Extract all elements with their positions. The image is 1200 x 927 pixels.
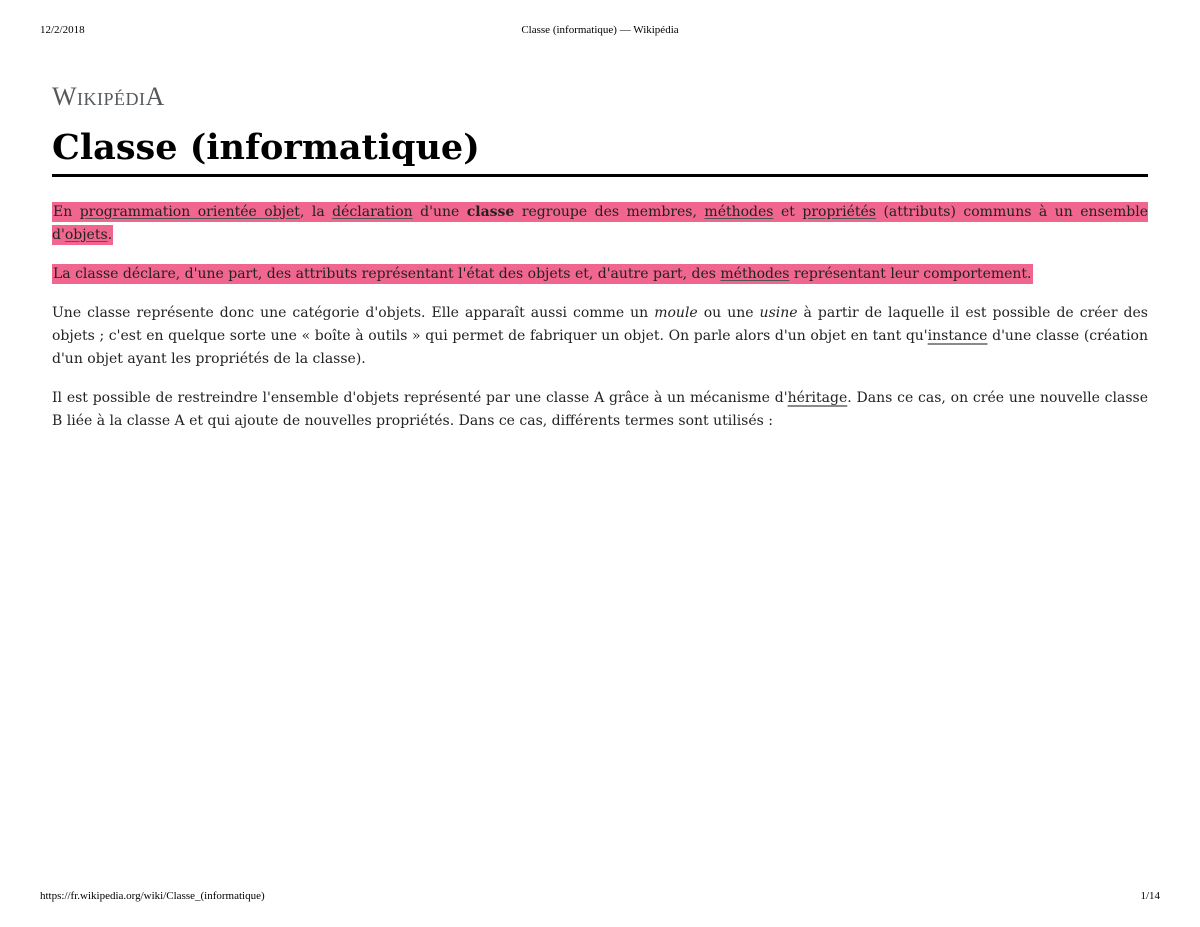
text-span: représentant leur comportement. [789,266,1032,282]
print-url: https://fr.wikipedia.org/wiki/Classe_(informatique) [40,890,265,902]
highlighted-sentence [52,202,1148,245]
paragraph-categorie [52,302,1148,371]
text-span: d'une [412,204,467,220]
link-methodes[interactable]: méthodes [704,204,774,220]
print-footer [40,890,1160,906]
paragraph-intro [52,201,1148,247]
print-page-title: Classe (informatique) — Wikipédia [521,24,679,36]
paragraph-heritage [52,387,1148,433]
print-date: 12/2/2018 [40,24,85,36]
article-content [52,80,1148,433]
highlighted-sentence [52,264,1033,284]
page-title: Classe (informatique) [52,126,1148,177]
page-number: 1/14 [1140,890,1160,902]
text-span: , la [299,204,333,220]
text-span: . [107,227,113,243]
text-span: Il est possible de restreindre l'ensemble d'objets représenté par une classe A grâce à un mécanisme d' [52,390,788,406]
text-span: et [773,204,803,220]
wikipedia-logo[interactable]: WikipédiA [52,82,165,111]
italic-usine: usine [759,305,798,321]
link-heritage[interactable]: héritage [787,390,848,406]
bold-term-classe: classe [466,204,515,220]
link-declaration[interactable]: déclaration [332,204,413,220]
text-span: (attributs) communs à un ensemble d' [52,204,1149,243]
paragraph-declaration [52,263,1148,286]
text-span: En [53,204,80,220]
link-methodes[interactable]: méthodes [720,266,790,282]
italic-moule: moule [654,305,698,321]
link-objets[interactable]: objets [64,227,108,243]
text-span: ou une [697,305,760,321]
link-instance[interactable]: instance [927,328,988,344]
link-proprietes[interactable]: propriétés [802,204,876,220]
text-span: Une classe représente donc une catégorie d'objets. Elle apparaît aussi comme un [52,305,655,321]
text-span: à partir de laquelle il est possible de créer des objets ; c'est en quelque sorte une « boîte à outils » qui permet de fabriquer un objet. On parle alors d'un objet en tant qu' [52,305,1148,344]
text-span: . Dans ce cas, on crée une nouvelle classe B liée à la classe A et qui ajoute de nouvelles propriétés. Dans ce cas, différents termes sont utilisés : [52,390,1148,429]
print-header [40,24,1160,40]
link-programmation-orientee-objet[interactable]: programmation orientée objet [79,204,300,220]
text-span: La classe déclare, d'une part, des attributs représentant l'état des objets et, d'autre part, des [53,266,721,282]
text-span: regroupe des membres, [514,204,705,220]
text-span: d'une classe (création d'un objet ayant les propriétés de la classe). [52,328,1148,367]
